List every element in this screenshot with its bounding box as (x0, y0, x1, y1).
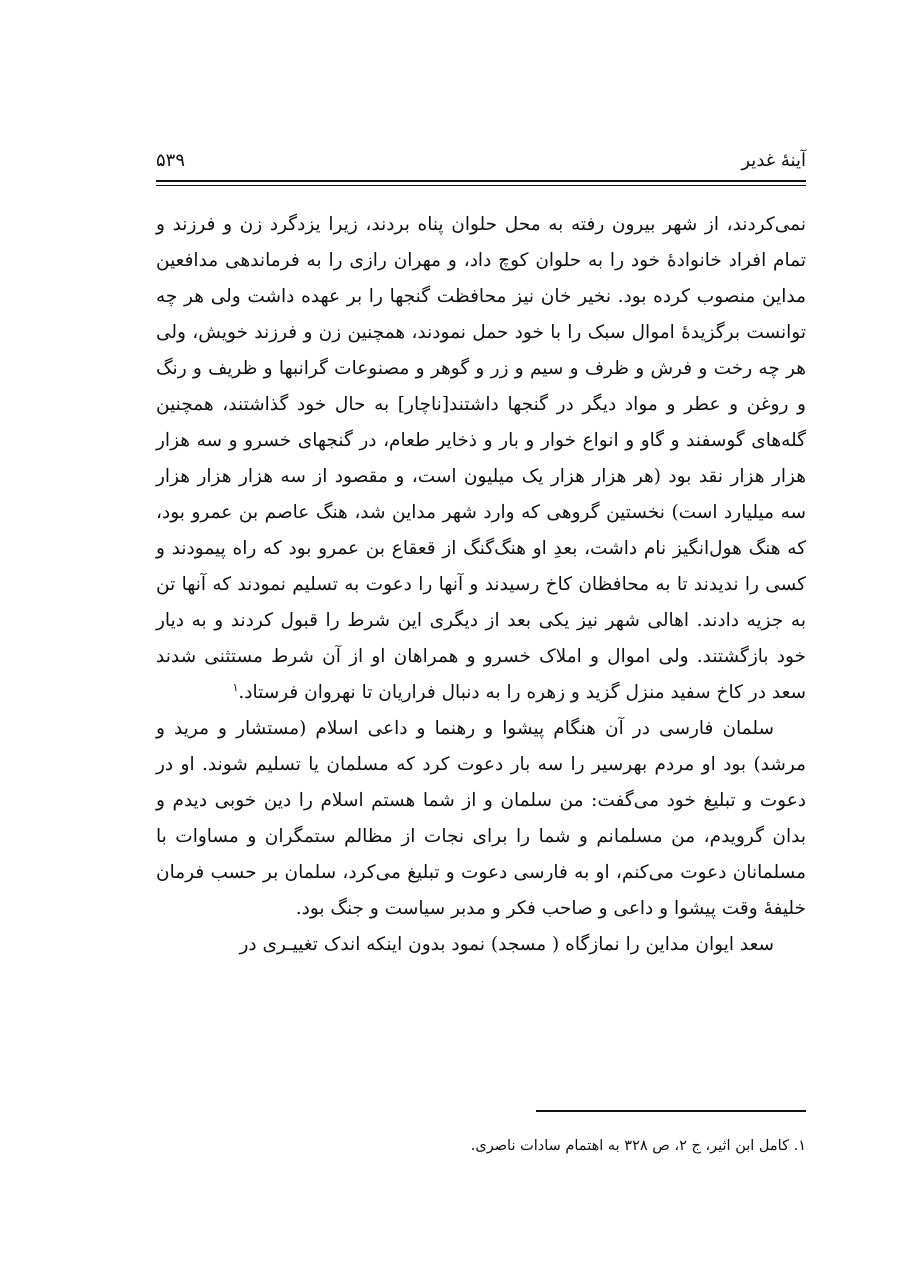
paragraph: سلمان فارسی در آن هنگام پیشوا و رهنما و داعی اسلام (مستشار و مرید و مرشد) بود او مردم بهرسیر را سه بار دعوت کرد که مسلمان یا تسلیم شوند. او در دعوت و تبلیغ خود می‌گفت: من سلمان و از شما هستم اسلام را دین خوبی دیدم و بدان گرویدم، من مسلمانم و شما را برای نجات از مظالم ستمگران و مساوات با مسلمانان دعوت می‌کنم، او به فارسی دعوت و تبلیغ می‌کرد، سلمان بر حسب فرمان خلیفهٔ وقت پیشوا و داعی و صاحب فکر و مدبر سیاست و جنگ بود. (156, 718, 806, 919)
body-text (156, 207, 806, 963)
header-rule (156, 180, 806, 182)
paragraph (156, 207, 806, 711)
header-rule-thin (156, 185, 806, 186)
paragraph-text: نمی‌کردند، از شهر بیرون رفته به محل حلوان پناه بردند، زیرا یزدگرد زن و فرزند و تمام افراد خانوادهٔ خود را به حلوان کوچ داد، و مهران رازی را به فرماندهی مدافعین مداین منصوب کرده بود. نخیر خان نیز محافظت گنجها را بر عهده داشت ولی هر چه توانست برگزیدهٔ اموال سبک را با خود حمل نمودند، همچنین زن و فرزند خویش، ولی هر چه رخت و فرش و ظرف و سیم و زر و گوهر و مصنوعات گرانبها و ظریف و رنگ و روغن و عطر و مواد دیگر در گنجها داشتند[ناچار] به حال خود گذاشتند، همچنین گله‌های گوسفند و گاو و انواع خوار و بار و ذخایر طعام، در گنجهای خسرو و سه هزار هزار هزار نقد بود (هر هزار هزار یک میلیون است، و مقصود از سه هزار هزار هزار سه میلیارد است) نخستین گروهی که وارد شهر مداین شد، هنگ عاصم بن عمرو بود، که هنگ هول‌انگیز نام داشت، بعدِ او هنگ‌گنگ از قعقاع بن عمرو بود که راه پیمودند و کسی را ندیدند تا به محافظان کاخ رسیدند و آنها را دعوت به تسلیم نمودند که آنها تن به جزیه دادند. اهالی شهر نیز یکی بعد از دیگری این شرط را قبول کردند و به دیار خود بازگشتند. ولی اموال و املاک خسرو و همراهان او از آن شرط مستثنی شدند سعد در کاخ سفید منزل گزید و زهره را به دنبال فراریان تا نهروان فرستاد. (156, 214, 806, 703)
footnote-marker: ۱ (232, 680, 239, 694)
footnote: ۱. کامل ابن اثیر، ج ۲، ص ۳۲۸ به اهتمام سادات ناصری. (470, 1138, 806, 1154)
paragraph: سعد ایوان مداین را نمازگاه ( مسجد) نمود بدون اینکه اندک تغییـری در (239, 934, 774, 955)
running-head-title: آینهٔ غدیر (741, 150, 806, 171)
footnote-rule (536, 1110, 806, 1112)
book-page (156, 0, 806, 1282)
running-header (156, 146, 806, 180)
page-number: ۵۳۹ (156, 150, 186, 171)
